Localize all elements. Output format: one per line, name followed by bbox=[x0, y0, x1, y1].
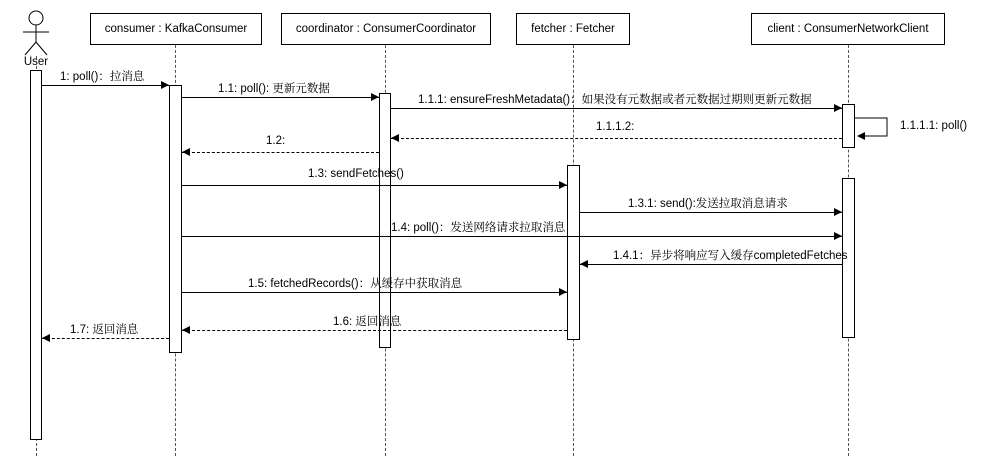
lifeline-label-coordinator: coordinator : ConsumerCoordinator bbox=[295, 23, 477, 35]
message-label-1-7: 1.7: 返回消息 bbox=[70, 324, 139, 336]
message-line-1-1-1 bbox=[391, 108, 842, 109]
message-label-1-1-1-2: 1.1.1.2: bbox=[596, 121, 635, 133]
message-arrow-1-7 bbox=[42, 334, 50, 342]
message-line-1-7 bbox=[42, 338, 169, 339]
message-label-1-1-1: 1.1.1: ensureFreshMetadata()：如果没有元数据或者元数据过期则更新元数据 bbox=[418, 94, 812, 106]
lifeline-header-fetcher bbox=[516, 13, 630, 45]
message-label-1-1: 1.1: poll(): 更新元数据 bbox=[218, 83, 330, 95]
message-label-1-5: 1.5: fetchedRecords()：从缓存中获取消息 bbox=[248, 278, 463, 290]
message-line-1-4-1 bbox=[580, 264, 842, 265]
message-label-1-2: 1.2: bbox=[266, 135, 286, 147]
lifeline-label-client: client : ConsumerNetworkClient bbox=[767, 23, 929, 35]
message-arrow-1-6 bbox=[182, 326, 190, 334]
message-arrow-1 bbox=[161, 81, 169, 89]
message-line-1-3-1 bbox=[580, 212, 842, 213]
lifeline-label-fetcher: fetcher : Fetcher bbox=[531, 23, 615, 35]
lifeline-header-consumer bbox=[90, 13, 262, 45]
self-call-arrow-icon bbox=[855, 112, 899, 142]
message-arrow-1-3-1 bbox=[834, 208, 842, 216]
message-line-1-5 bbox=[182, 292, 567, 293]
actor-user bbox=[16, 10, 60, 61]
activation-fetcher bbox=[567, 165, 580, 340]
message-line-1-1 bbox=[182, 97, 379, 98]
message-line-1 bbox=[42, 85, 169, 86]
actor-stick-figure-icon bbox=[16, 10, 60, 56]
message-arrow-1-4-1 bbox=[580, 260, 588, 268]
message-arrow-1-5 bbox=[559, 288, 567, 296]
message-line-1-4 bbox=[182, 236, 842, 237]
message-arrow-1-4 bbox=[834, 232, 842, 240]
lifeline-label-consumer: consumer : KafkaConsumer bbox=[104, 23, 248, 35]
activation-user bbox=[30, 70, 42, 440]
message-arrow-1-1 bbox=[371, 93, 379, 101]
message-arrow-1-1-1 bbox=[834, 104, 842, 112]
activation-consumer bbox=[169, 85, 182, 353]
message-self-1-1-1-1 bbox=[855, 112, 899, 147]
message-label-1-4-1: 1.4.1：异步将响应写入缓存completedFetches bbox=[613, 250, 848, 262]
message-line-1-6 bbox=[182, 330, 567, 331]
message-arrow-1-3 bbox=[559, 181, 567, 189]
message-label-1-6: 1.6: 返回消息 bbox=[333, 316, 402, 328]
message-line-1-1-1-2 bbox=[391, 138, 842, 139]
activation-coordinator bbox=[379, 93, 391, 348]
message-label-1-3: 1.3: sendFetches() bbox=[308, 168, 404, 180]
lifeline-header-coordinator bbox=[281, 13, 491, 45]
activation-client-1 bbox=[842, 104, 855, 148]
message-label-1-1-1-1: 1.1.1.1: poll() bbox=[900, 120, 968, 132]
message-label-1-4: 1.4: poll()：发送网络请求拉取消息 bbox=[391, 222, 566, 234]
lifeline-header-client bbox=[751, 13, 945, 45]
message-arrow-1-1-1-2 bbox=[391, 134, 399, 142]
message-arrow-1-2 bbox=[182, 148, 190, 156]
message-line-1-2 bbox=[182, 152, 379, 153]
message-line-1-3 bbox=[182, 185, 567, 186]
message-label-1-3-1: 1.3.1: send():发送拉取消息请求 bbox=[628, 198, 788, 210]
actor-user-label: User bbox=[23, 56, 49, 68]
message-label-1: 1: poll()：拉消息 bbox=[60, 71, 145, 83]
